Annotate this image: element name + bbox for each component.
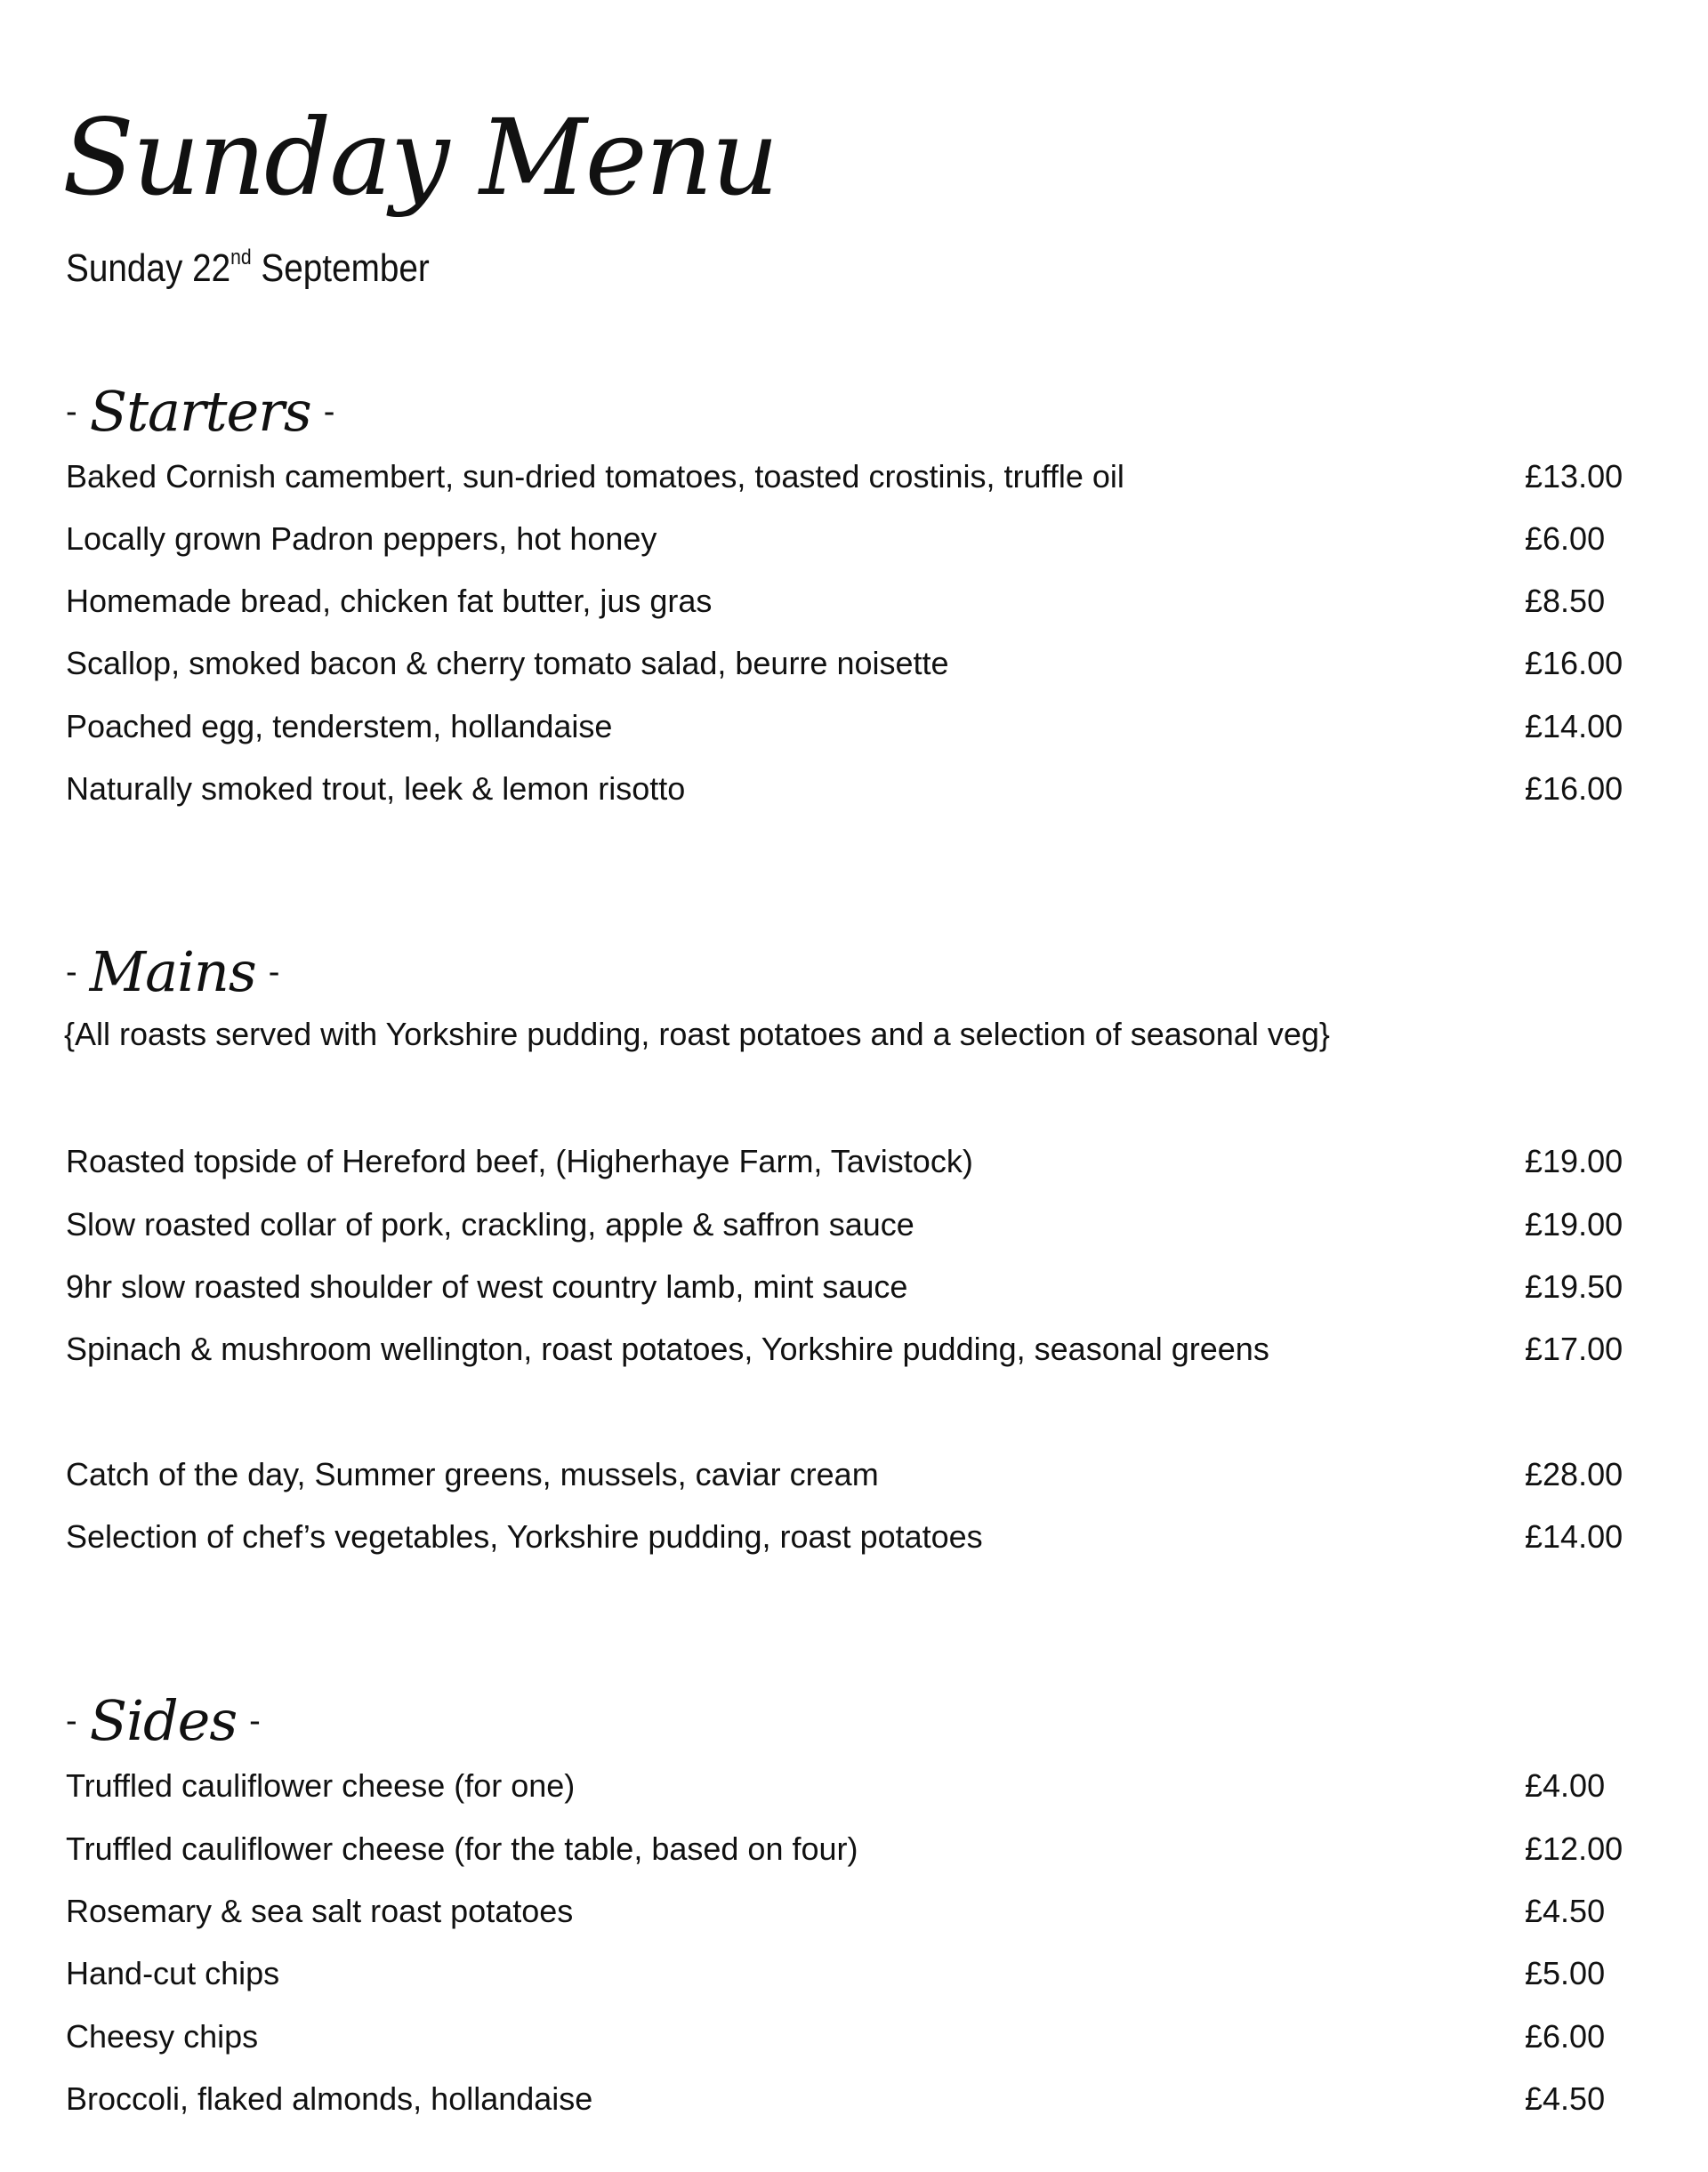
menu-date — [66, 245, 430, 290]
menu-item-row — [66, 2015, 1631, 2058]
menu-item-price: £4.00 — [1525, 1767, 1606, 1804]
menu-item-row — [66, 518, 1631, 560]
menu-item-row — [66, 1765, 1631, 1807]
menu-item-price: £19.00 — [1525, 1206, 1623, 1243]
menu-item-name: Roasted topside of Hereford beef, (Higherhaye Farm, Tavistock) — [66, 1143, 973, 1179]
menu-item-price: £12.00 — [1525, 1830, 1623, 1867]
menu-item-name: Poached egg, tenderstem, hollandaise — [66, 708, 613, 744]
menu-item-name: 9hr slow roasted shoulder of west country lamb, mint sauce — [66, 1268, 908, 1305]
mains-heading-label: Mains — [89, 939, 256, 1004]
menu-item-name: Rosemary & sea salt roast potatoes — [66, 1893, 574, 1929]
menu-item-price: £16.00 — [1525, 645, 1623, 681]
menu-item-row — [66, 642, 1631, 685]
menu-item-price: £4.50 — [1525, 1893, 1606, 1929]
menu-item-price: £14.00 — [1525, 1518, 1623, 1555]
mains-heading — [66, 939, 280, 1004]
starters-heading-label: Starters — [89, 379, 311, 444]
heading-dash-right: - — [249, 1702, 261, 1740]
menu-item-name: Broccoli, flaked almonds, hollandaise — [66, 2080, 593, 2117]
mains-note: {All roasts served with Yorkshire pudding, roast potatoes and a selection of seasonal veg} — [64, 1016, 1330, 1052]
menu-item-name: Naturally smoked trout, leek & lemon risotto — [66, 770, 686, 807]
menu-item-price: £28.00 — [1525, 1456, 1623, 1492]
menu-item-price: £5.00 — [1525, 1955, 1606, 1991]
menu-item-row — [66, 1453, 1631, 1496]
menu-item-price: £13.00 — [1525, 458, 1623, 495]
heading-dash-right: - — [268, 953, 280, 991]
menu-item-row — [66, 1328, 1631, 1371]
menu-item-row — [66, 705, 1631, 748]
sides-heading-label: Sides — [89, 1688, 238, 1753]
menu-item-name: Locally grown Padron peppers, hot honey — [66, 520, 657, 557]
menu-item-price: £4.50 — [1525, 2080, 1606, 2117]
menu-item-row — [66, 1140, 1631, 1183]
menu-item-price: £6.00 — [1525, 2018, 1606, 2055]
starters-heading — [66, 379, 335, 444]
date-month: September — [251, 246, 430, 290]
menu-item-name: Scallop, smoked bacon & cherry tomato salad, beurre noisette — [66, 645, 949, 681]
sides-heading — [66, 1688, 261, 1753]
menu-item-row — [66, 1952, 1631, 1995]
menu-item-name: Spinach & mushroom wellington, roast potatoes, Yorkshire pudding, seasonal greens — [66, 1331, 1269, 1367]
menu-item-price: £16.00 — [1525, 770, 1623, 807]
date-ordinal-suffix: nd — [230, 245, 252, 269]
menu-item-name: Baked Cornish camembert, sun-dried tomatoes, toasted crostinis, truffle oil — [66, 458, 1124, 495]
menu-item-name: Slow roasted collar of pork, crackling, apple & saffron sauce — [66, 1206, 914, 1243]
menu-item-price: £6.00 — [1525, 520, 1606, 557]
menu-item-name: Truffled cauliflower cheese (for the table, based on four) — [66, 1830, 858, 1867]
menu-item-row — [66, 1266, 1631, 1308]
menu-title: Sunday Menu — [62, 96, 777, 219]
menu-item-row — [66, 455, 1631, 498]
heading-dash-left: - — [66, 393, 77, 430]
menu-item-row — [66, 580, 1631, 623]
menu-item-row — [66, 768, 1631, 810]
date-prefix: Sunday 22 — [66, 246, 231, 290]
menu-item-row — [66, 1516, 1631, 1558]
menu-item-name: Homemade bread, chicken fat butter, jus gras — [66, 583, 713, 619]
menu-item-price: £17.00 — [1525, 1331, 1623, 1367]
menu-item-name: Hand-cut chips — [66, 1955, 280, 1991]
menu-item-price: £8.50 — [1525, 583, 1606, 619]
menu-item-name: Cheesy chips — [66, 2018, 259, 2055]
menu-item-name: Selection of chef’s vegetables, Yorkshire pudding, roast potatoes — [66, 1518, 983, 1555]
menu-item-name: Truffled cauliflower cheese (for one) — [66, 1767, 576, 1804]
menu-item-row — [66, 1828, 1631, 1870]
menu-item-name: Catch of the day, Summer greens, mussels, caviar cream — [66, 1456, 879, 1492]
heading-dash-right: - — [323, 393, 335, 430]
menu-item-row — [66, 1203, 1631, 1246]
menu-item-row — [66, 1890, 1631, 1933]
menu-item-row — [66, 2078, 1631, 2120]
menu-item-price: £19.50 — [1525, 1268, 1623, 1305]
menu-item-price: £14.00 — [1525, 708, 1623, 744]
menu-item-price: £19.00 — [1525, 1143, 1623, 1179]
heading-dash-left: - — [66, 953, 77, 991]
heading-dash-left: - — [66, 1702, 77, 1740]
